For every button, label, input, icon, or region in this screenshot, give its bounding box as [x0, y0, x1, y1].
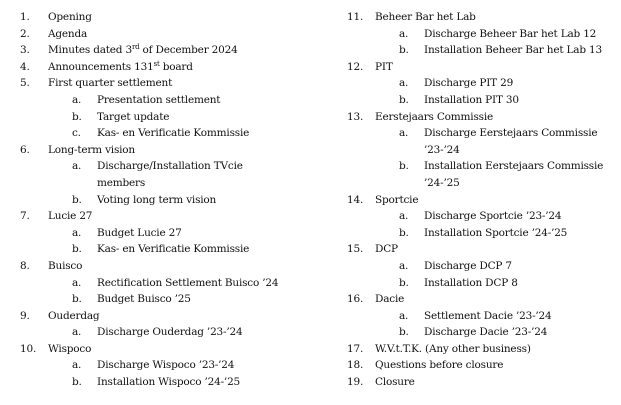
item-text: Wispoco [48, 342, 92, 355]
item-number: a. [72, 93, 82, 106]
item-number: b. [399, 326, 409, 339]
item-number: 3. [20, 44, 30, 57]
item-text: Long-term vision [48, 143, 135, 156]
item-number: c. [72, 127, 81, 140]
item-text: Discharge Dacie ’23-’24 [424, 326, 548, 339]
item-text: Sportcie [375, 193, 419, 206]
item-text: Installation PIT 30 [424, 93, 519, 106]
item-number: a. [399, 127, 409, 140]
item-number: 15. [347, 243, 364, 256]
agenda-item [20, 308, 320, 325]
item-text-main: Announcements 131 [48, 60, 154, 73]
item-text: Budget Buisco ’25 [97, 293, 191, 306]
item-text: Discharge Eerstejaars Commissie [424, 127, 598, 140]
item-number: 18. [347, 359, 364, 372]
item-number: 13. [347, 110, 364, 123]
item-number: a. [72, 276, 82, 289]
item-number: b. [399, 276, 409, 289]
item-text: Discharge Ouderdag ’23-’24 [97, 326, 243, 339]
item-number: b. [72, 376, 82, 389]
item-text: Lucie 27 [48, 210, 93, 223]
agenda-item [20, 59, 320, 76]
agenda-item [347, 341, 617, 358]
item-number: b. [399, 44, 409, 57]
item-number: b. [72, 293, 82, 306]
item-text: First quarter settlement [48, 77, 173, 90]
item-text: Agenda [48, 27, 88, 40]
item-text: Discharge DCP 7 [424, 259, 512, 272]
item-text: Questions before closure [375, 359, 504, 372]
agenda-subitem [347, 225, 617, 242]
agenda-subitem [20, 225, 320, 242]
item-text: Kas- en Verificatie Kommissie [97, 127, 250, 140]
item-number: 6. [20, 143, 30, 156]
agenda-item [347, 241, 617, 258]
item-number: 4. [20, 60, 30, 73]
agenda-subitem [347, 308, 617, 325]
item-text: Discharge/Installation TVcie [97, 160, 243, 173]
agenda-subitem [20, 92, 320, 109]
agenda-subitem [20, 125, 320, 142]
item-number: b. [72, 110, 82, 123]
item-number: 1. [20, 11, 30, 23]
item-text [48, 59, 193, 76]
item-text: Opening [48, 11, 92, 23]
item-text: Settlement Dacie ’23-’24 [424, 309, 552, 322]
item-number: 16. [347, 293, 364, 306]
item-number: b. [399, 93, 409, 106]
item-text: Closure [375, 376, 415, 389]
agenda-subitem [347, 125, 617, 142]
agenda-item [20, 75, 320, 92]
item-text: Installation Eerstejaars Commissie [424, 160, 604, 173]
item-number: a. [399, 77, 409, 90]
item-text: Ouderdag [48, 309, 100, 322]
item-number: a. [399, 27, 409, 40]
item-number: a. [399, 259, 409, 272]
item-number: 12. [347, 60, 364, 73]
item-text: Eerstejaars Commissie [375, 110, 494, 123]
item-number: 2. [20, 27, 30, 40]
item-number: a. [399, 309, 409, 322]
agenda-subitem [20, 357, 320, 374]
agenda-subitem [20, 291, 320, 308]
item-text: Discharge Beheer Bar het Lab 12 [424, 27, 597, 40]
item-text: Installation Sportcie ’24-’25 [424, 226, 568, 239]
item-number: 8. [20, 259, 30, 272]
item-number: 17. [347, 342, 364, 355]
item-text: ’23-’24 [424, 143, 460, 156]
agenda-right-column [347, 9, 617, 391]
agenda-item [20, 42, 320, 59]
agenda-item [347, 374, 617, 391]
item-text: members [97, 176, 146, 189]
item-text: Buisco [48, 259, 83, 272]
item-text: Installation Wispoco ’24-’25 [97, 376, 241, 389]
agenda-item [347, 59, 617, 76]
item-text: Presentation settlement [97, 93, 221, 106]
item-text: PIT [375, 60, 393, 73]
agenda-subitem [347, 275, 617, 292]
item-text: ’24-’25 [424, 176, 460, 189]
item-text-rest: board [159, 60, 193, 73]
agenda-subitem [347, 75, 617, 92]
item-text: Installation Beheer Bar het Lab 13 [424, 44, 602, 57]
item-text-main: Minutes dated 3 [48, 44, 132, 57]
agenda-item [20, 26, 320, 43]
agenda-subitem [347, 258, 617, 275]
ordinal-suffix: st [153, 59, 160, 68]
item-number: a. [72, 226, 82, 239]
agenda-item [347, 291, 617, 308]
item-text: Installation DCP 8 [424, 276, 518, 289]
agenda-item [347, 357, 617, 374]
agenda-subitem [347, 42, 617, 59]
agenda-subitem [20, 192, 320, 209]
agenda-subitem [347, 158, 617, 175]
agenda-subitem [20, 241, 320, 258]
item-number: b. [72, 243, 82, 256]
agenda-item [20, 9, 320, 26]
item-text: Dacie [375, 293, 405, 306]
item-text: Budget Lucie 27 [97, 226, 182, 239]
item-number: 9. [20, 309, 30, 322]
item-number: b. [72, 193, 82, 206]
item-number: 14. [347, 193, 364, 206]
agenda-subitem [347, 324, 617, 341]
item-number: 5. [20, 77, 30, 90]
agenda-continuation [20, 175, 320, 192]
item-text: Target update [97, 110, 170, 123]
item-number: a. [72, 326, 82, 339]
item-number: 7. [20, 210, 30, 223]
item-text: Rectification Settlement Buisco ’24 [97, 276, 279, 289]
agenda-item [20, 341, 320, 358]
item-text: Voting long term vision [97, 193, 217, 206]
agenda-subitem [347, 26, 617, 43]
item-text: Beheer Bar het Lab [375, 11, 476, 23]
item-number: a. [72, 160, 82, 173]
agenda-item [347, 192, 617, 209]
item-text-rest: of December 2024 [139, 44, 238, 57]
item-number: a. [399, 210, 409, 223]
item-text: W.V.t.T.K. (Any other business) [375, 342, 531, 355]
item-number: b. [399, 226, 409, 239]
agenda-subitem [20, 109, 320, 126]
item-number: a. [72, 359, 82, 372]
agenda-subitem [347, 92, 617, 109]
agenda-item [347, 9, 617, 26]
agenda-subitem [20, 275, 320, 292]
item-number: b. [399, 160, 409, 173]
item-text: Kas- en Verificatie Kommissie [97, 243, 250, 256]
item-text: Discharge Sportcie ’23-’24 [424, 210, 562, 223]
agenda-continuation [347, 142, 617, 159]
agenda-item [20, 208, 320, 225]
agenda-item [20, 258, 320, 275]
agenda-subitem [20, 374, 320, 391]
agenda-subitem [20, 324, 320, 341]
agenda-subitem [347, 208, 617, 225]
agenda-subitem [20, 158, 320, 175]
item-text: Discharge Wispoco ’23-’24 [97, 359, 235, 372]
item-text: Discharge PIT 29 [424, 77, 514, 90]
agenda-item [20, 142, 320, 159]
item-number: 19. [347, 376, 364, 389]
agenda-left-column [20, 9, 320, 391]
item-number: 11. [347, 11, 364, 23]
item-text [48, 42, 238, 59]
agenda-continuation [347, 175, 617, 192]
ordinal-suffix: rd [131, 43, 140, 52]
item-number: 10. [20, 342, 37, 355]
agenda-item [347, 109, 617, 126]
item-text: DCP [375, 243, 398, 256]
